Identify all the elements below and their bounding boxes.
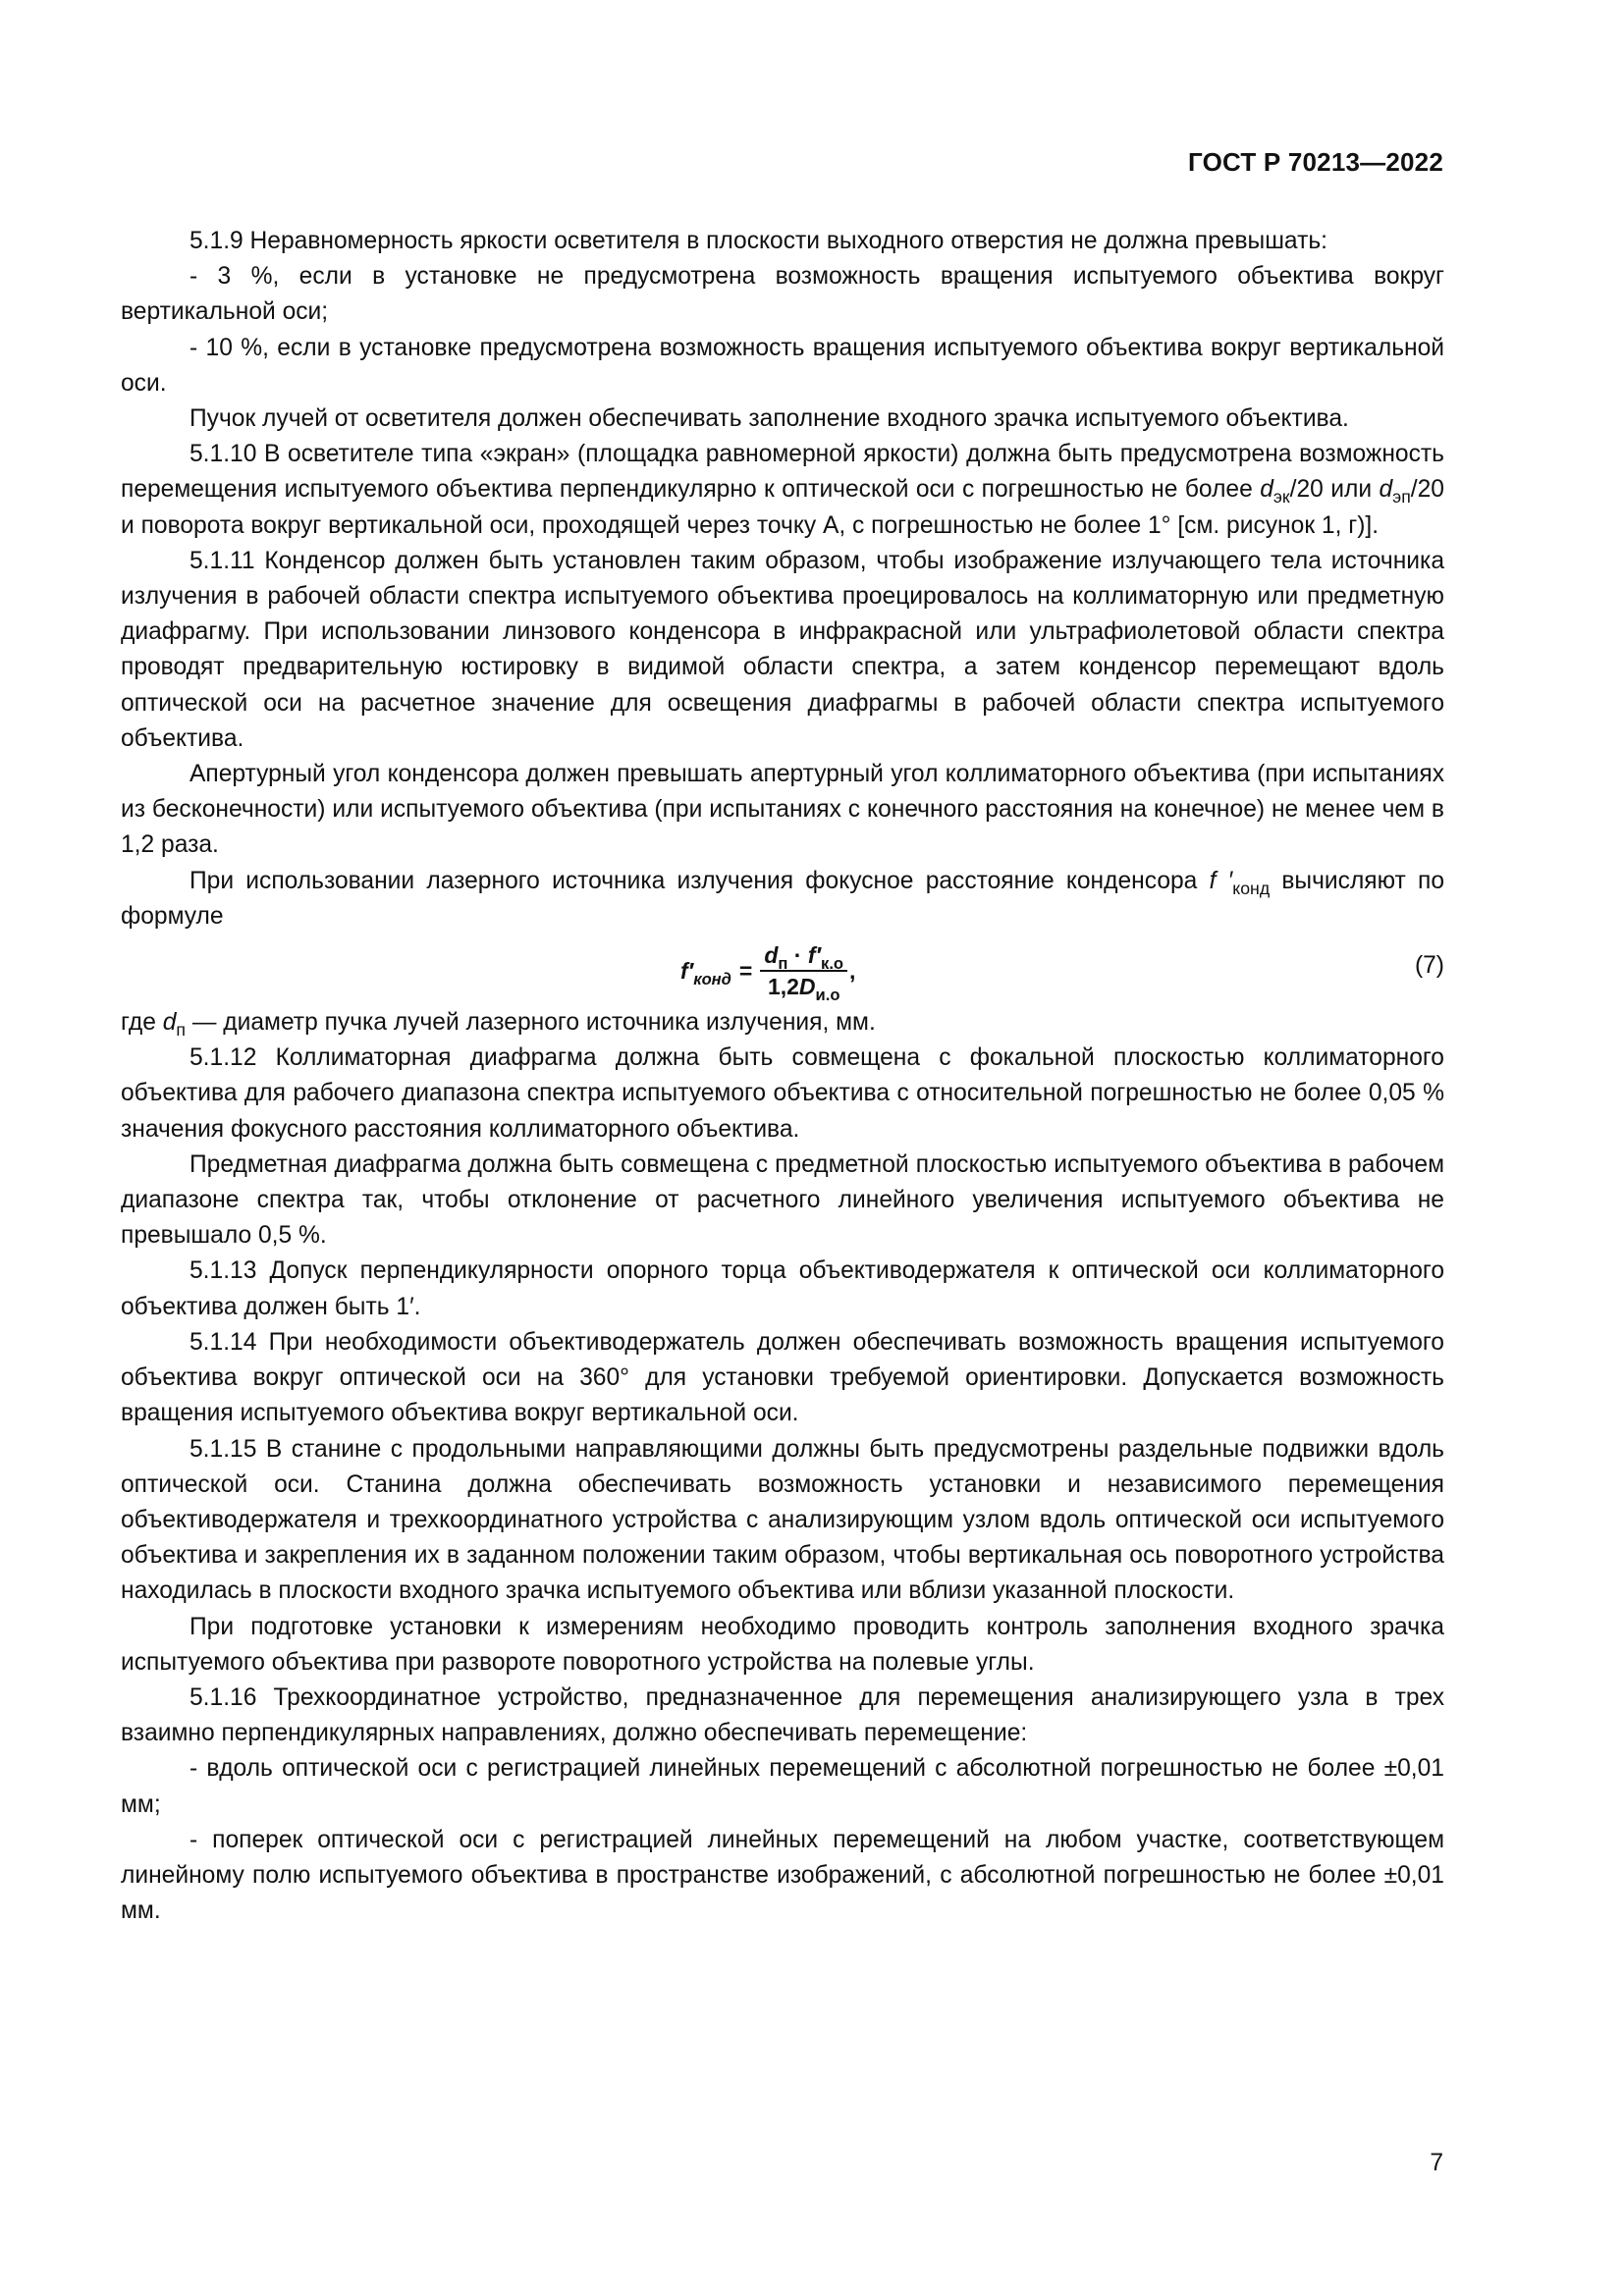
subscript-p: п — [176, 1020, 187, 1041]
formula-num-d-sub: п — [778, 953, 788, 973]
clause-5-1-11: 5.1.11 Конденсор должен быть установлен таким образом, чтобы изображение излучающего тела источника излучения в рабочей области спектра испытуемого объектива проецировалось на коллиматорную или предметную диафрагму. При использовании линзового конденсора в инфракрасной или ультрафиолетовой области спектра проводят предварительную юстировку в видимой области спектра, а затем конденсор перемещают вдоль оптической оси на расчетное значение для освещения диафрагмы в рабочей области спектра испытуемого объектива. — [121, 547, 1444, 752]
clause-5-1-10 — [121, 437, 1444, 544]
list-item-across-axis: - поперек оптической оси с регистрацией линейных перемещений на любом участке, соответствующем линейному полю испытуемого объектива в пространстве изображений, с абсолютной погрешностью не более ±0,01 мм. — [121, 1826, 1444, 1925]
formula-denominator — [764, 972, 844, 1004]
formula-number: (7) — [1414, 952, 1444, 980]
paragraph-beam-fill: Пучок лучей от осветителя должен обеспечивать заполнение входного зрачка испытуемого объектива. — [189, 405, 1349, 433]
document-header-standard-id: ГОСТ Р 70213—2022 — [1188, 147, 1443, 177]
formula-num-dot: · — [787, 942, 808, 969]
paragraph-object-diaphragm: Предметная диафрагма должна быть совмещена с предметной плоскостью испытуемого объектива в рабочем диапазоне спектра так, чтобы отклонение от расчетного линейного увеличения испытуемого объектива не превышало 0,5 %. — [121, 1150, 1444, 1250]
clause-5-1-12: 5.1.12 Коллиматорная диафрагма должна быть совмещена с фокальной плоскостью коллиматорного объектива для рабочего диапазона спектра испытуемого объектива с относительной погрешностью не более 0,05 % значения фокусного расстояния коллиматорного объектива. — [121, 1044, 1444, 1143]
clause-5-1-13: 5.1.13 Допуск перпендикулярности опорного торца объективодержателя к оптической оси коллиматорного объектива должен быть 1′. — [121, 1257, 1444, 1320]
formula-numerator — [760, 942, 847, 972]
formula-fraction — [760, 942, 847, 1004]
where-text-a: где — [121, 1009, 163, 1037]
document-body — [121, 224, 1444, 1929]
symbol-d-ep: d — [1379, 476, 1393, 504]
formula-lhs-subscript: конд — [693, 969, 731, 988]
formula-comma: , — [849, 957, 856, 984]
clause-5-1-15: 5.1.15 В станине с продольными направляющими должны быть предусмотрены раздельные подвижки вдоль оптической оси. Станина должна обеспечивать возможность установки и независимого перемещения объективодержателя и трехкоординатного устройства с анализирующим узлом вдоль оптической оси испытуемого объектива и закрепления их в заданном положении таким образом, чтобы вертикальная ось поворотного устройства находилась в плоскости входного зрачка испытуемого объектива или вблизи указанной плоскости. — [121, 1435, 1444, 1605]
clause-5-1-14: 5.1.14 При необходимости объективодержатель должен обеспечивать возможность вращения испытуемого объектива вокруг оптической оси на 360° для установки требуемой ориентировки. Допускается возможность вращения испытуемого объектива вокруг вертикальной оси. — [121, 1328, 1444, 1427]
list-item-along-axis: - вдоль оптической оси с регистрацией линейных перемещений с абсолютной погрешностью не более ±0,01 мм; — [121, 1755, 1444, 1818]
paragraph-aperture-angle: Апертурный угол конденсора должен превышать апертурный угол коллиматорного объектива (при испытаниях из бесконечности) или испытуемого объектива (при испытаниях с конечного расстояния на конечное) не менее чем в 1,2 раза. — [121, 761, 1444, 859]
symbol-d-ek: d — [1260, 476, 1273, 504]
page-number: 7 — [1430, 2150, 1443, 2176]
formula-7-row — [121, 934, 1444, 1005]
paragraph-where-dp — [121, 1005, 1444, 1041]
formula-7 — [680, 942, 856, 1004]
clause-5-1-9: 5.1.9 Неравномерность яркости осветителя в плоскости выходного отверстия не должна превышать: — [189, 228, 1327, 254]
clause-5-1-10-text-c: /20 и поворота вокруг вертикальной оси, проходящей через точку А, с погрешностью не более 1° [см. рисунок 1, г)]. — [121, 476, 1444, 539]
clause-5-1-10-text-a: 5.1.10 В осветителе типа «экран» (площадка равномерной яркости) должна быть предусмотрена возможность перемещения испытуемого объектива перпендикулярно к оптической оси с погрешностью не более — [121, 441, 1444, 504]
clause-5-1-10-text-b: /20 или — [1289, 476, 1380, 504]
subscript-ek: эк — [1272, 487, 1290, 507]
formula-equals: = — [738, 957, 753, 984]
symbol-f-prime: f ′ — [1209, 867, 1233, 894]
paragraph-pupil-control: При подготовке установки к измерениям необходимо проводить контроль заполнения входного зрачка испытуемого объектива при развороте поворотного устройства на полевые углы. — [121, 1613, 1444, 1676]
formula-lhs-f — [680, 953, 731, 988]
formula-den-D-sub: и.о — [815, 985, 840, 1004]
formula-lhs-symbol: f′ — [680, 957, 694, 984]
laser-text-a: При использовании лазерного источника излучения фокусное расстояние конденсора — [189, 867, 1210, 894]
formula-den-coef: 1,2 — [767, 974, 799, 1000]
where-text-b: — диаметр пучка лучей лазерного источника излучения, мм. — [186, 1009, 876, 1037]
subscript-ep: эп — [1392, 487, 1411, 507]
laser-text-b: вычисляют по формуле — [121, 867, 1445, 930]
formula-num-f-sub: к.о — [821, 953, 844, 973]
subscript-kond: конд — [1232, 878, 1271, 898]
clause-5-1-16: 5.1.16 Трехкоординатное устройство, предназначенное для перемещения анализирующего узла в трех взаимно перпендикулярных направлениях, должно обеспечивать перемещение: — [121, 1683, 1444, 1747]
list-item-10-percent: - 10 %, если в установке предусмотрена возможность вращения испытуемого объектива вокруг вертикальной оси. — [121, 334, 1444, 397]
formula-num-d: d — [764, 942, 779, 969]
formula-den-D: D — [798, 974, 816, 1000]
symbol-d-p: d — [162, 1009, 177, 1037]
list-item-3-percent: - 3 %, если в установке не предусмотрена возможность вращения испытуемого объектива вокруг вертикальной оси; — [121, 263, 1444, 326]
formula-num-f: f′ — [807, 942, 822, 969]
paragraph-laser-source — [121, 864, 1444, 934]
